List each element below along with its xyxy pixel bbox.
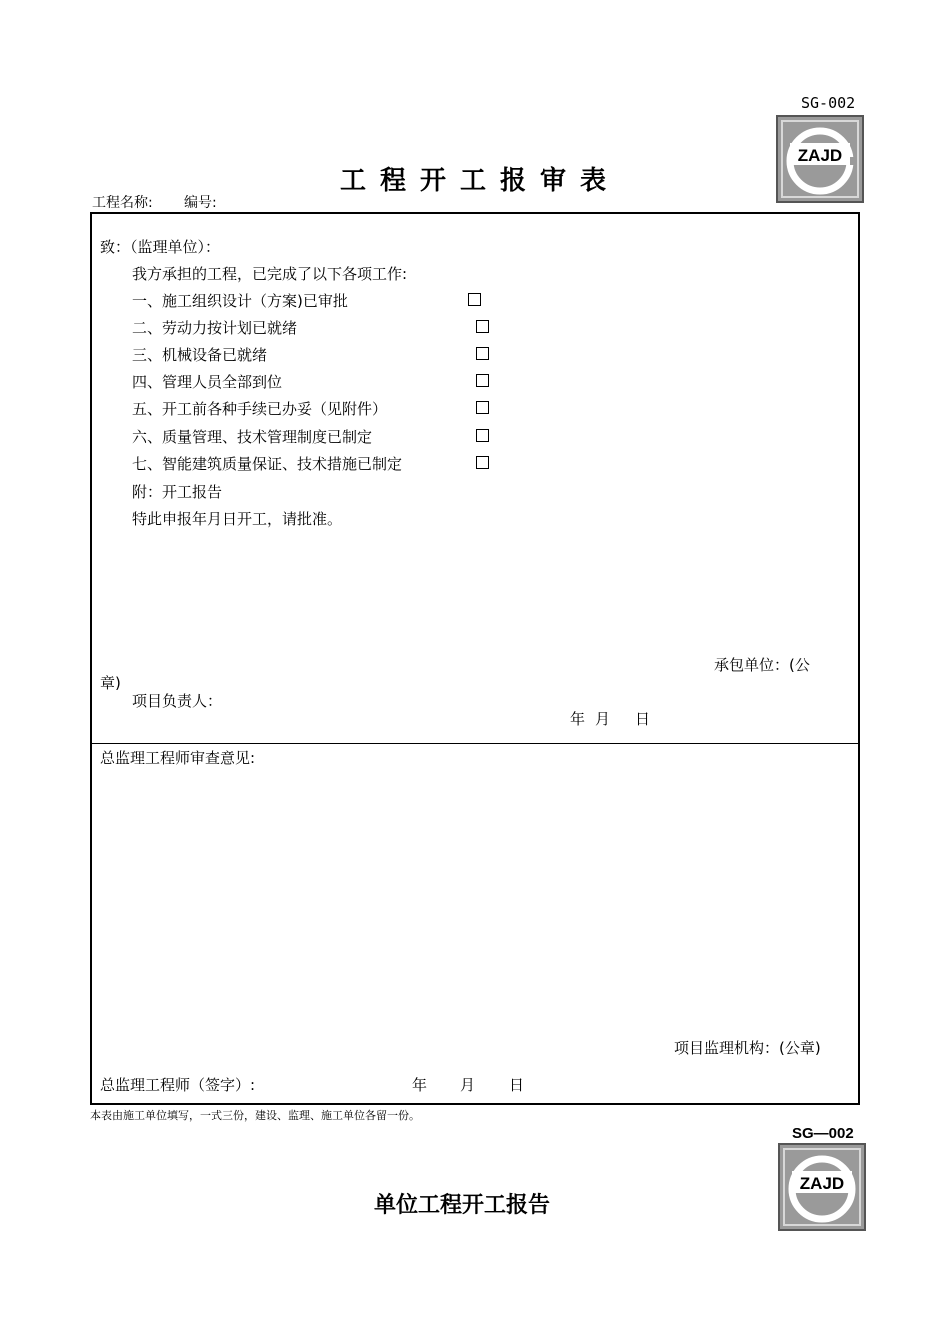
section-divider [92, 743, 858, 744]
footnote: 本表由施工单位填写，一式三份，建设、监理、施工单位各留一份。 [90, 1109, 420, 1122]
checkbox[interactable] [476, 347, 489, 360]
date-day: 日 [635, 710, 651, 728]
opinion-label: 总监理工程师审查意见: [100, 749, 256, 767]
date-month: 月 [460, 1076, 476, 1094]
attachment-text: 附：开工报告 [132, 483, 223, 501]
section-title: 单位工程开工报告 [374, 1193, 551, 1218]
list-item: 五、开工前各种手续已办妥（见附件） [132, 400, 388, 418]
contractor-label: 承包单位：(公 [714, 656, 810, 674]
form-table [90, 212, 860, 1105]
date-day: 日 [509, 1076, 525, 1094]
request-text: 特此申报年月日开工，请批准。 [132, 510, 343, 528]
checkbox[interactable] [476, 456, 489, 469]
form-code: SG—002 [792, 1125, 854, 1142]
date-year: 年 [412, 1076, 428, 1094]
checkbox[interactable] [468, 293, 481, 306]
date-month: 月 [595, 710, 611, 728]
list-item: 一、施工组织设计（方案)已审批 [132, 292, 348, 310]
checkbox[interactable] [476, 401, 489, 414]
zajd-logo [776, 115, 864, 203]
list-item: 二、劳动力按计划已就绪 [132, 319, 298, 337]
list-item: 七、智能建筑质量保证、技术措施已制定 [132, 455, 403, 473]
signature-label: 总监理工程师（签字）: [100, 1076, 256, 1094]
checkbox[interactable] [476, 429, 489, 442]
contractor-label-cont: 章) [100, 674, 121, 692]
list-item: 六、质量管理、技术管理制度已制定 [132, 428, 373, 446]
supervision-org-label: 项目监理机构：(公章) [674, 1039, 821, 1057]
logo-text: ZAJD [799, 1174, 845, 1193]
intro-text: 我方承担的工程，已完成了以下各项工作: [132, 265, 408, 283]
form-code: SG-002 [801, 94, 856, 112]
number-label: 编号: [184, 195, 217, 211]
to-label: 致：（监理单位）： [100, 238, 221, 256]
list-item: 三、机械设备已就绪 [132, 346, 268, 364]
project-name-label: 工程名称: [92, 195, 153, 211]
page-title: 工程开工报审表 [340, 166, 621, 196]
zajd-logo [778, 1143, 866, 1231]
manager-label: 项目负责人： [132, 692, 223, 710]
list-item: 四、管理人员全部到位 [132, 373, 283, 391]
checkbox[interactable] [476, 374, 489, 387]
checkbox[interactable] [476, 320, 489, 333]
date-year: 年 [570, 710, 586, 728]
logo-text: ZAJD [797, 146, 843, 165]
